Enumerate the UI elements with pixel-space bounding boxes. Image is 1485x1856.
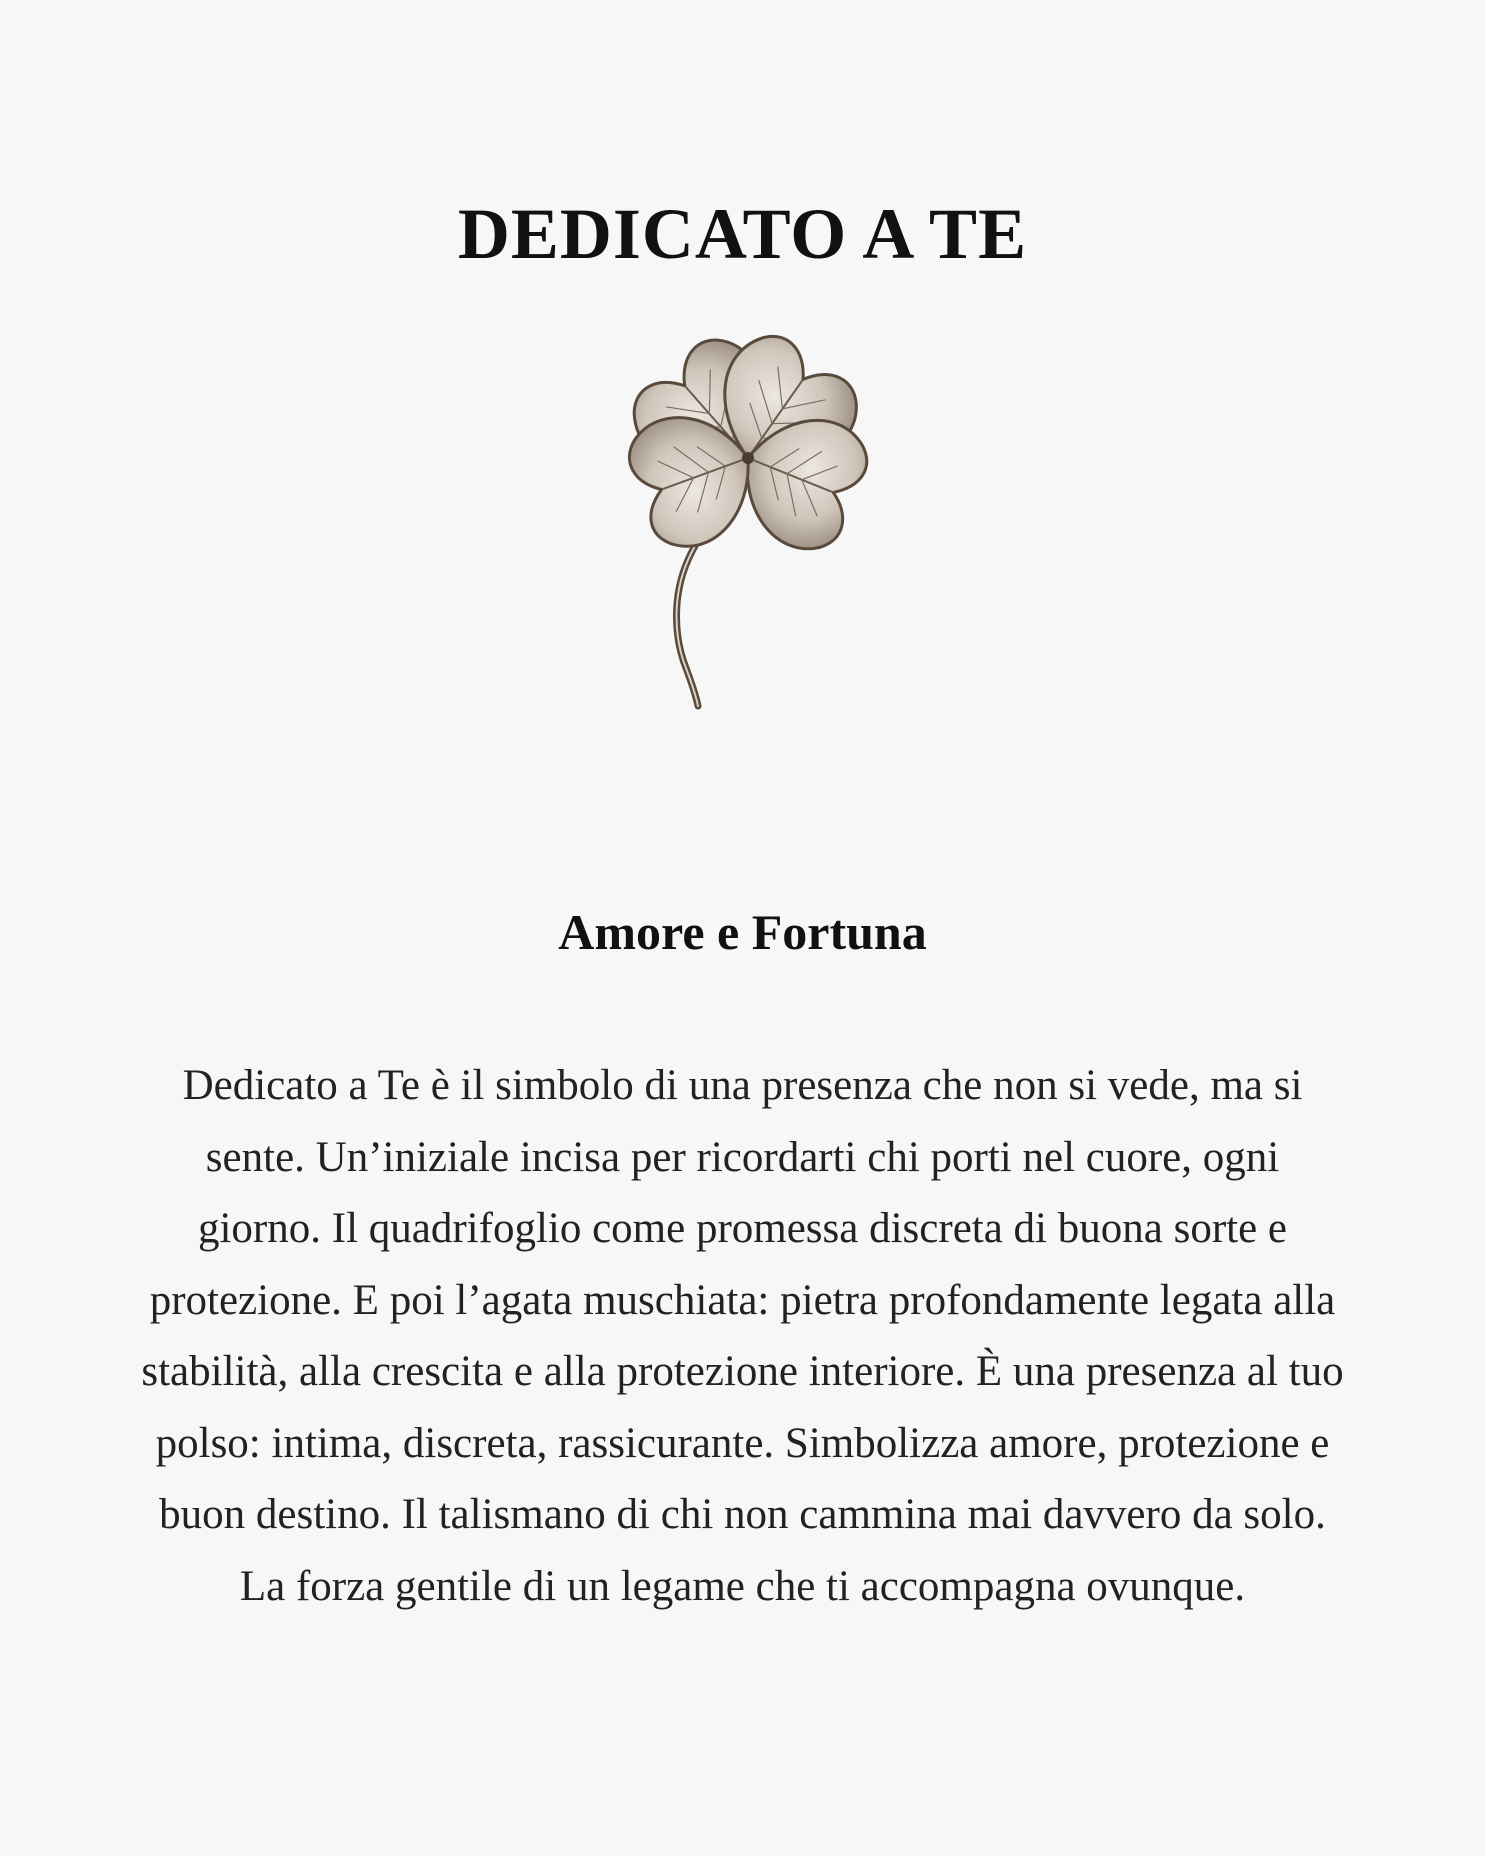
page-title: DEDICATO A TE: [457, 194, 1028, 275]
section-subtitle: Amore e Fortuna: [558, 903, 927, 960]
description-paragraph: Dedicato a Te è il simbolo di una presenza che non si vede, ma si sente. Un’iniziale incisa per ricordarti chi porti nel cuore, ogni giorno. Il quadrifoglio come promessa discreta di buona sorte e protezione. E poi l’agata muschiata: pietra profondamente legata alla stabilità, alla crescita e alla protezione interiore. È una presenza al tuo polso: intima, discreta, rassicurante. Simbolizza amore, protezione e buon destino. Il talismano di chi non cammina mai davvero da solo. La forza gentile di un legame che ti accompagna ovunque.: [141, 1062, 1344, 1610]
four-leaf-clover-icon: [600, 330, 890, 770]
